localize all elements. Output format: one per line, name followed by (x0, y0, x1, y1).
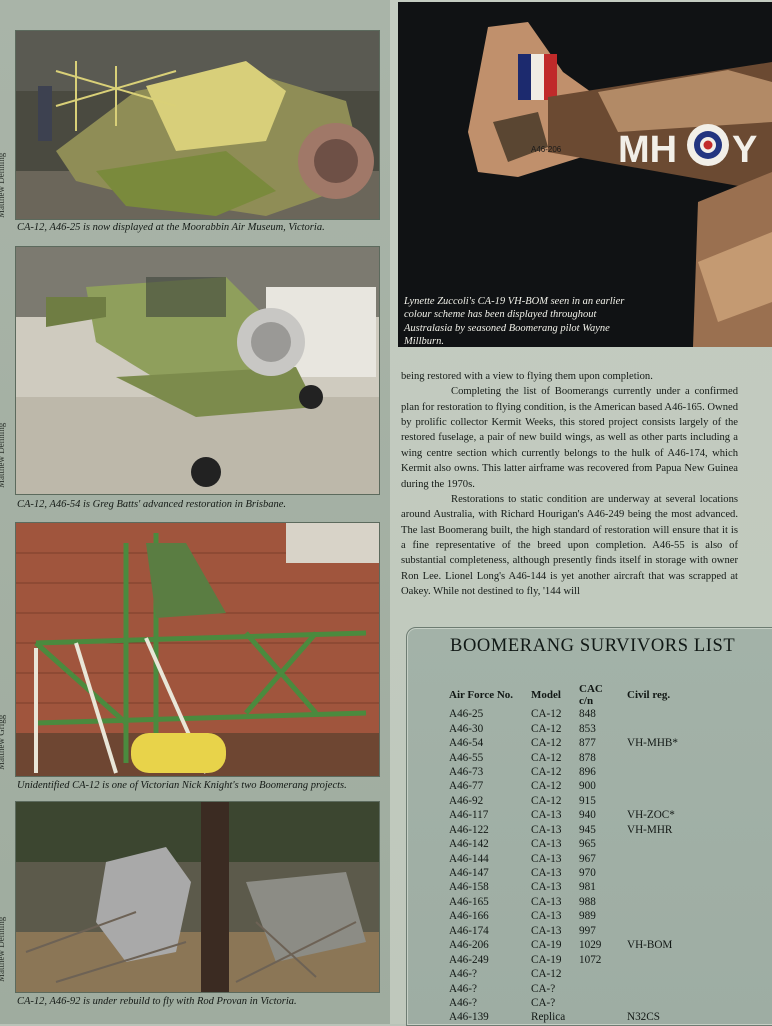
survivor-cell: CA-? (531, 996, 556, 1009)
survivor-cell: A46-158 (449, 881, 489, 894)
survivor-cell: A46-? (449, 982, 477, 995)
survivor-cell: CA-13 (531, 910, 562, 923)
survivor-cell (627, 952, 688, 966)
survivor-cell: VH-BOM (627, 939, 673, 952)
code-letters-left: MH (618, 129, 678, 171)
survivor-cell: CA-12 (531, 751, 562, 764)
survivor-cell (627, 750, 688, 764)
photo-caption: Unidentified CA-12 is one of Victorian Nick Knight's two Boomerang projects. (17, 780, 347, 791)
survivor-cell: A46-142 (449, 838, 489, 851)
survivor-cell (627, 779, 688, 793)
column-header: Model (531, 689, 561, 701)
survivor-row (449, 750, 688, 764)
survivor-cell (627, 707, 688, 721)
survivor-cell: CA-12 (531, 968, 562, 981)
survivor-cell: A46-174 (449, 924, 489, 937)
survivor-cell (579, 1010, 627, 1024)
survivor-cell: A46-139 (449, 1011, 489, 1024)
survivors-header-row (449, 683, 688, 707)
survivor-cell: 940 (579, 809, 596, 822)
survivor-cell: A46-54 (449, 737, 484, 750)
survivor-cell: CA-13 (531, 852, 562, 865)
survivor-cell: A46-147 (449, 867, 489, 880)
survivor-cell: CA-19 (531, 953, 562, 966)
survivor-cell (627, 909, 688, 923)
photo-credit (0, 468, 6, 488)
survivor-cell: CA-12 (531, 794, 562, 807)
survivor-row (449, 866, 688, 880)
survivor-cell: CA-13 (531, 924, 562, 937)
article-paragraph: Restorations to static condition are underway at several locations around Australia, with Richard Hourigan's A46-249 being the most advanced. The last Boomerang built, the high standard of restoration will ensure that it is a fine representative of the breed upon completion. A46-55 is also of substantial completeness, although presently finds itself in storage with owner Ron Lee. Lionel Long's A46-144 is yet another aircraft that was scrapped at Oakey. While not destined to fly, '144 will (401, 493, 738, 598)
survivor-row (449, 952, 688, 966)
column-header: Air Force No. (449, 689, 514, 701)
survivor-cell: 1072 (579, 953, 602, 966)
survivor-cell: 896 (579, 765, 596, 778)
survivor-cell: 965 (579, 838, 596, 851)
survivor-row (449, 779, 688, 793)
survivor-cell (579, 967, 627, 981)
aircraft-restoration-image (16, 247, 379, 494)
survivor-row (449, 909, 688, 923)
survivor-cell (627, 837, 688, 851)
survivor-cell: 915 (579, 794, 596, 807)
survivor-cell: A46-122 (449, 823, 489, 836)
survivor-cell (627, 967, 688, 981)
survivor-row (449, 996, 688, 1010)
survivor-cell: VH-MHR (627, 823, 673, 836)
survivor-cell: 967 (579, 852, 596, 865)
survivor-row (449, 938, 688, 952)
photo-credit (0, 198, 6, 218)
survivor-cell: CA-12 (531, 722, 562, 735)
aircraft-wreckage-image (16, 802, 379, 992)
survivor-row (449, 924, 688, 938)
survivors-table (449, 683, 688, 1025)
survivors-list-panel (406, 627, 772, 1026)
survivor-cell: 981 (579, 881, 596, 894)
survivor-cell: CA-12 (531, 780, 562, 793)
survivor-cell: A46-55 (449, 751, 484, 764)
survivor-cell: CA-13 (531, 823, 562, 836)
survivor-row (449, 981, 688, 995)
photo-credit (0, 750, 6, 770)
aircraft-fuselage-image (16, 31, 379, 219)
survivor-cell: A46-92 (449, 794, 484, 807)
survivor-cell: CA-13 (531, 867, 562, 880)
survivor-row (449, 808, 688, 822)
aircraft-frame-image (16, 523, 379, 776)
hero-caption: Lynette Zuccoli's CA-19 VH-BOM seen in an earlier colour scheme has been displayed throughout Australasia by seasoned Boomerang pilot Wayne Millburn. (404, 296, 625, 348)
survivor-cell: Replica (531, 1011, 566, 1024)
survivor-cell: 877 (579, 737, 596, 750)
survivor-row (449, 765, 688, 779)
article-paragraph: being restored with a view to flying them upon completion. (401, 371, 653, 382)
survivor-row (449, 1010, 688, 1024)
survivor-cell: N32CS (627, 1011, 660, 1024)
survivor-row (449, 851, 688, 865)
survivor-cell: A46-117 (449, 809, 489, 822)
survivor-cell: 848 (579, 708, 596, 721)
survivor-cell: A46-25 (449, 708, 484, 721)
survivor-cell: A46-? (449, 968, 477, 981)
photo-a46-25 (15, 30, 380, 220)
survivor-cell: A46-73 (449, 765, 484, 778)
survivor-cell: A46-166 (449, 910, 489, 923)
survivor-cell: A46-144 (449, 852, 489, 865)
survivor-cell: CA-13 (531, 881, 562, 894)
survivor-cell: CA-13 (531, 895, 562, 908)
survivor-cell: 970 (579, 867, 596, 880)
survivor-cell: CA-13 (531, 838, 562, 851)
survivor-cell (627, 981, 688, 995)
survivors-list-title: BOOMERANG SURVIVORS LIST (450, 636, 736, 656)
survivor-cell (627, 924, 688, 938)
survivor-cell (579, 996, 627, 1010)
survivor-cell: A46-249 (449, 953, 489, 966)
survivor-cell: CA-12 (531, 708, 562, 721)
survivor-cell: CA-12 (531, 765, 562, 778)
survivor-cell: 989 (579, 910, 596, 923)
survivor-cell (627, 794, 688, 808)
survivor-row (449, 721, 688, 735)
survivor-cell: A46-77 (449, 780, 484, 793)
column-header: CAC c/n (579, 683, 603, 707)
survivor-cell (627, 880, 688, 894)
survivor-cell: CA-12 (531, 737, 562, 750)
survivor-row (449, 895, 688, 909)
survivor-cell (627, 895, 688, 909)
survivor-cell: 853 (579, 722, 596, 735)
survivor-cell (579, 981, 627, 995)
photo-caption: CA-12, A46-92 is under rebuild to fly with Rod Provan in Victoria. (17, 996, 297, 1007)
article-paragraph: Completing the list of Boomerangs currently under a confirmed plan for restoration to flying condition, is the American based A46-165. Owned by prolific collector Kermit Weeks, this stored project consists largely of the restored fuselage, a pair of new build wings, as well as other parts including a wing centre section which currently belongs to the hulk of A46-174, which Kermit also owns. This latter airframe was recovered from Papua New Guinea during the 1970s. (401, 386, 738, 490)
survivor-row (449, 794, 688, 808)
survivor-cell (627, 721, 688, 735)
photo-a46-54 (15, 246, 380, 495)
survivor-cell: VH-MHB* (627, 737, 678, 750)
survivor-cell: 997 (579, 924, 596, 937)
serial-number: A46-206 (531, 145, 562, 154)
survivor-row (449, 823, 688, 837)
photo-caption: CA-12, A46-54 is Greg Batts' advanced restoration in Brisbane. (17, 499, 287, 510)
survivor-cell: A46-? (449, 996, 477, 1009)
article-body (401, 369, 738, 599)
survivor-cell: 900 (579, 780, 596, 793)
survivor-cell: A46-30 (449, 722, 484, 735)
survivor-row (449, 967, 688, 981)
survivor-cell: 945 (579, 823, 596, 836)
survivor-cell: 988 (579, 895, 596, 908)
survivor-cell: CA-13 (531, 809, 562, 822)
survivor-cell: A46-165 (449, 895, 489, 908)
survivor-row (449, 736, 688, 750)
survivor-cell: CA-19 (531, 939, 562, 952)
photo-a46-92 (15, 801, 380, 993)
survivor-cell (627, 866, 688, 880)
column-header: Civil reg. (627, 689, 671, 701)
survivor-row (449, 837, 688, 851)
survivor-row (449, 707, 688, 721)
survivor-cell: 1029 (579, 939, 602, 952)
survivor-cell: CA-? (531, 982, 556, 995)
photo-caption: CA-12, A46-25 is now displayed at the Moorabbin Air Museum, Victoria. (17, 222, 325, 233)
survivor-row (449, 880, 688, 894)
survivor-cell: 878 (579, 751, 596, 764)
survivor-cell: A46-206 (449, 939, 489, 952)
photo-credit (0, 962, 6, 982)
survivor-cell (627, 996, 688, 1010)
code-letters-right: Y (732, 129, 758, 171)
survivor-cell: VH-ZOC* (627, 809, 675, 822)
survivor-cell (627, 851, 688, 865)
survivor-cell (627, 765, 688, 779)
photo-unidentified-ca12 (15, 522, 380, 777)
